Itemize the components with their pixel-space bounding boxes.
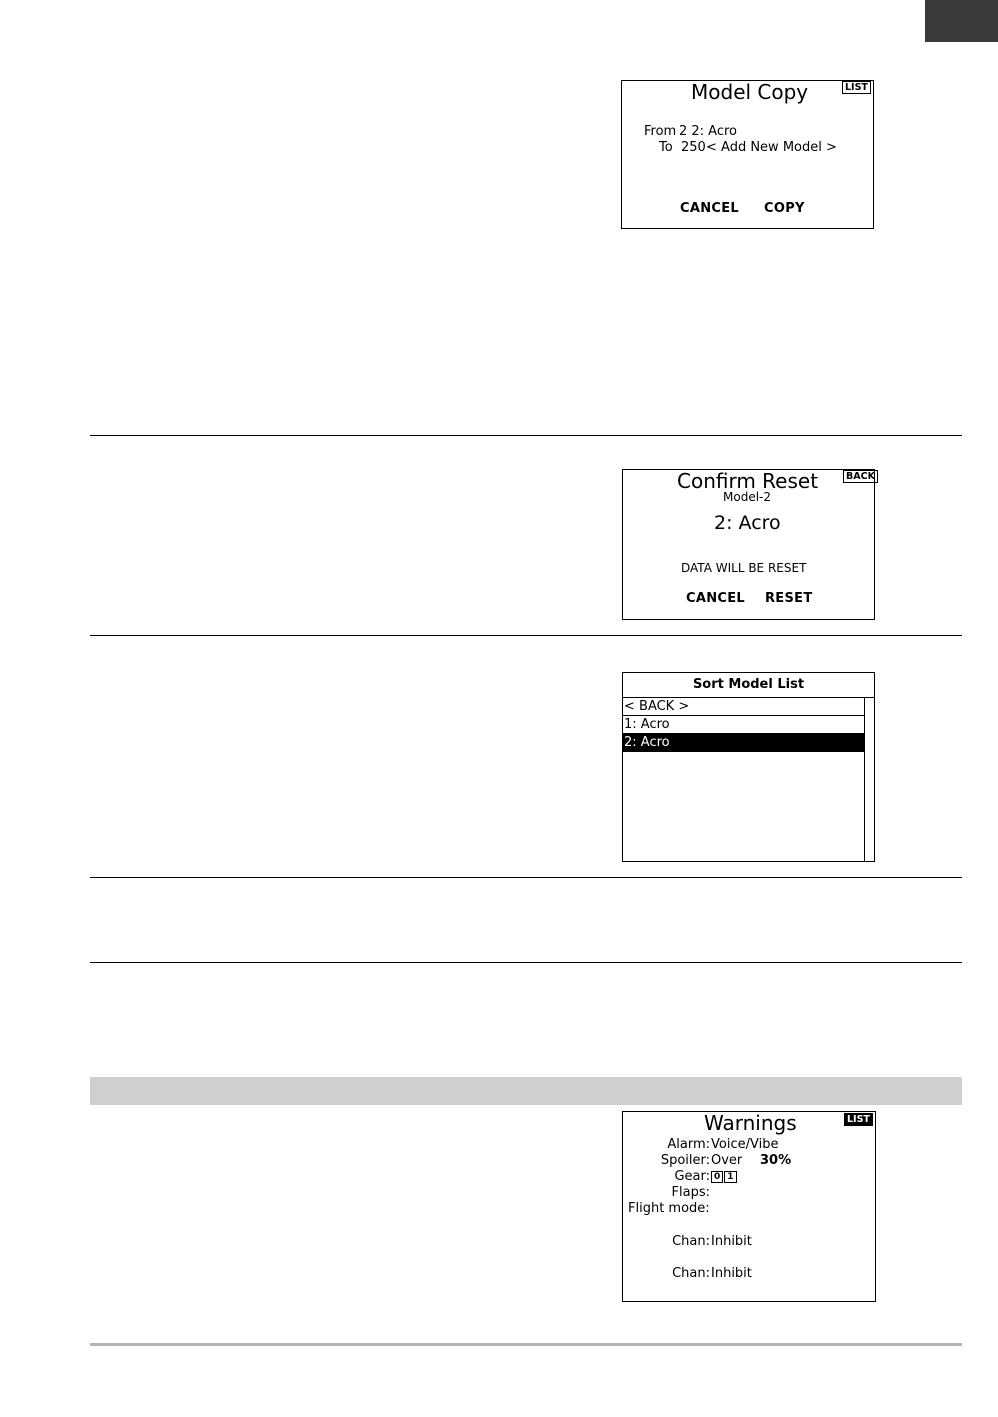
to-label: To [659, 140, 673, 155]
gear-label: Gear: [674, 1169, 710, 1184]
list-button[interactable]: LIST [844, 1113, 873, 1126]
gear-switch-positions[interactable] [711, 1170, 738, 1183]
cancel-button[interactable]: CANCEL [686, 591, 745, 606]
screen-title: Warnings [704, 1111, 797, 1135]
gear-position-0[interactable]: 0 [711, 1171, 723, 1183]
footer-rule [90, 1343, 962, 1346]
spoiler-value[interactable]: Over [711, 1153, 743, 1168]
cancel-button[interactable]: CANCEL [680, 201, 739, 216]
section-divider [90, 962, 962, 963]
spoiler-percent[interactable]: 30% [760, 1153, 792, 1168]
list-button[interactable]: LIST [842, 81, 871, 94]
channel-1-value[interactable]: Inhibit [711, 1234, 752, 1249]
to-option[interactable]: < Add New Model > [706, 140, 837, 155]
section-header-band [90, 1077, 962, 1105]
back-button[interactable]: BACK [843, 470, 878, 483]
alarm-label: Alarm: [667, 1137, 710, 1152]
channel-1-label: Chan: [672, 1234, 710, 1249]
sort-model-list-screen [622, 672, 875, 862]
screen-title: Model Copy [691, 80, 809, 104]
screen-title: Sort Model List [623, 673, 874, 698]
channel-2-value[interactable]: Inhibit [711, 1266, 752, 1281]
channel-2-label: Chan: [672, 1266, 710, 1281]
gear-position-1[interactable]: 1 [724, 1171, 736, 1183]
scrollbar[interactable] [864, 698, 865, 862]
spoiler-label: Spoiler: [660, 1153, 710, 1168]
section-divider [90, 635, 962, 636]
to-value[interactable]: 250 [681, 140, 706, 155]
model-copy-screen [621, 80, 874, 229]
reset-warning: DATA WILL BE RESET [681, 561, 807, 575]
screen-title: Confirm Reset [677, 469, 819, 493]
list-item-back[interactable]: < BACK > [623, 698, 864, 716]
model-number: Model-2 [723, 490, 771, 504]
from-label: From [644, 124, 677, 139]
section-divider [90, 877, 962, 878]
copy-button[interactable]: COPY [764, 201, 805, 216]
list-item-model-1[interactable]: 1: Acro [623, 716, 864, 734]
flaps-label: Flaps: [671, 1185, 710, 1200]
model-name: 2: Acro [714, 512, 781, 534]
warnings-screen [622, 1111, 876, 1302]
list-item-model-2-selected[interactable]: 2: Acro [623, 734, 864, 752]
from-value[interactable]: 2 2: Acro [679, 124, 738, 139]
section-divider [90, 435, 962, 436]
page-corner-tab [925, 0, 998, 42]
confirm-reset-screen [622, 469, 875, 620]
alarm-value[interactable]: Voice/Vibe [711, 1137, 779, 1152]
flight-mode-label: Flight mode: [628, 1201, 710, 1216]
reset-button[interactable]: RESET [765, 591, 813, 606]
